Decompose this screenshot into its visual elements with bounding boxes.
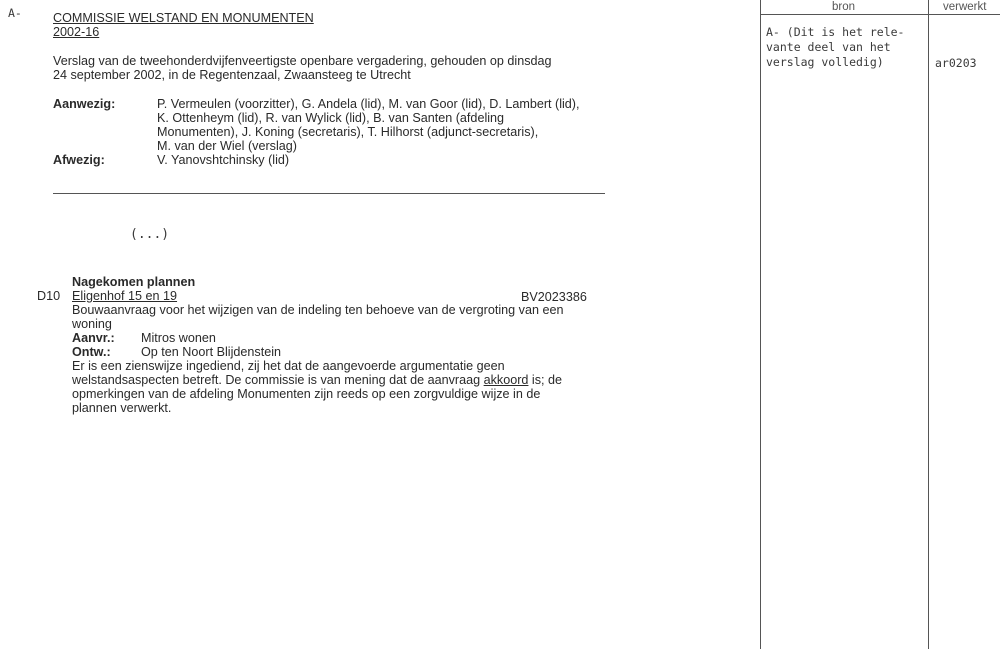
verwerkt-header: verwerkt (943, 1, 987, 13)
section-heading: Nagekomen plannen (72, 275, 196, 289)
body-line: plannen verwerkt. (72, 401, 172, 415)
intro-line-1: Verslag van de tweehonderdvijfenveertigste openbare vergadering, gehouden op dinsdag (53, 54, 552, 68)
body-line: Er is een zienswijze ingediend, zij het dat de aangevoerde argumentatie geen (72, 359, 505, 373)
body-line: welstandsaspecten betreft. De commissie is van mening dat de aanvraag akkoord is; de (72, 373, 563, 387)
designer-value: Op ten Noort Blijdenstein (141, 345, 282, 359)
present-line: P. Vermeulen (voorzitter), G. Andela (lid), M. van Goor (lid), D. Lambert (lid), (157, 97, 580, 111)
present-line: M. van der Wiel (verslag) (157, 139, 297, 153)
present-line: Monumenten), J. Koning (secretaris), T. Hilhorst (adjunct-secretaris), (157, 125, 539, 139)
column-border (760, 0, 761, 649)
present-label: Aanwezig: (53, 97, 116, 111)
description-line: woning (72, 317, 112, 331)
item-reference: BV2023386 (521, 290, 587, 304)
bron-line: verslag volledig) (766, 55, 884, 69)
ellipsis: (...) (130, 227, 170, 242)
column-border (928, 0, 929, 649)
bron-header: bron (832, 1, 856, 13)
bron-line: vante deel van het (766, 40, 891, 54)
body-line: opmerkingen van de afdeling Monumenten zijn reeds op een zorgvuldige wijze in de (72, 387, 541, 401)
applicant-label: Aanvr.: (72, 331, 115, 345)
intro-line-2: 24 september 2002, in de Regentenzaal, Zwaansteeg te Utrecht (53, 68, 411, 82)
divider (53, 193, 605, 194)
designer-label: Ontw.: (72, 345, 111, 359)
description-line: Bouwaanvraag voor het wijzigen van de indeling ten behoeve van de vergroting van een (72, 303, 564, 317)
applicant-value: Mitros wonen (141, 331, 216, 345)
item-address: Eligenhof 15 en 19 (72, 289, 178, 303)
document-title: COMMISSIE WELSTAND EN MONUMENTEN (53, 11, 314, 25)
item-code: D10 (37, 289, 61, 303)
absent-value: V. Yanovshtchinsky (lid) (157, 153, 290, 167)
absent-label: Afwezig: (53, 153, 105, 167)
bron-line: A- (Dit is het rele- (766, 25, 905, 39)
verdict-akkoord: akkoord (483, 373, 529, 387)
document-number: 2002-16 (53, 25, 100, 39)
verwerkt-value: ar0203 (935, 56, 977, 70)
present-line: K. Ottenheym (lid), R. van Wylick (lid), B. van Santen (afdeling (157, 111, 505, 125)
margin-mark: A- (8, 6, 22, 20)
